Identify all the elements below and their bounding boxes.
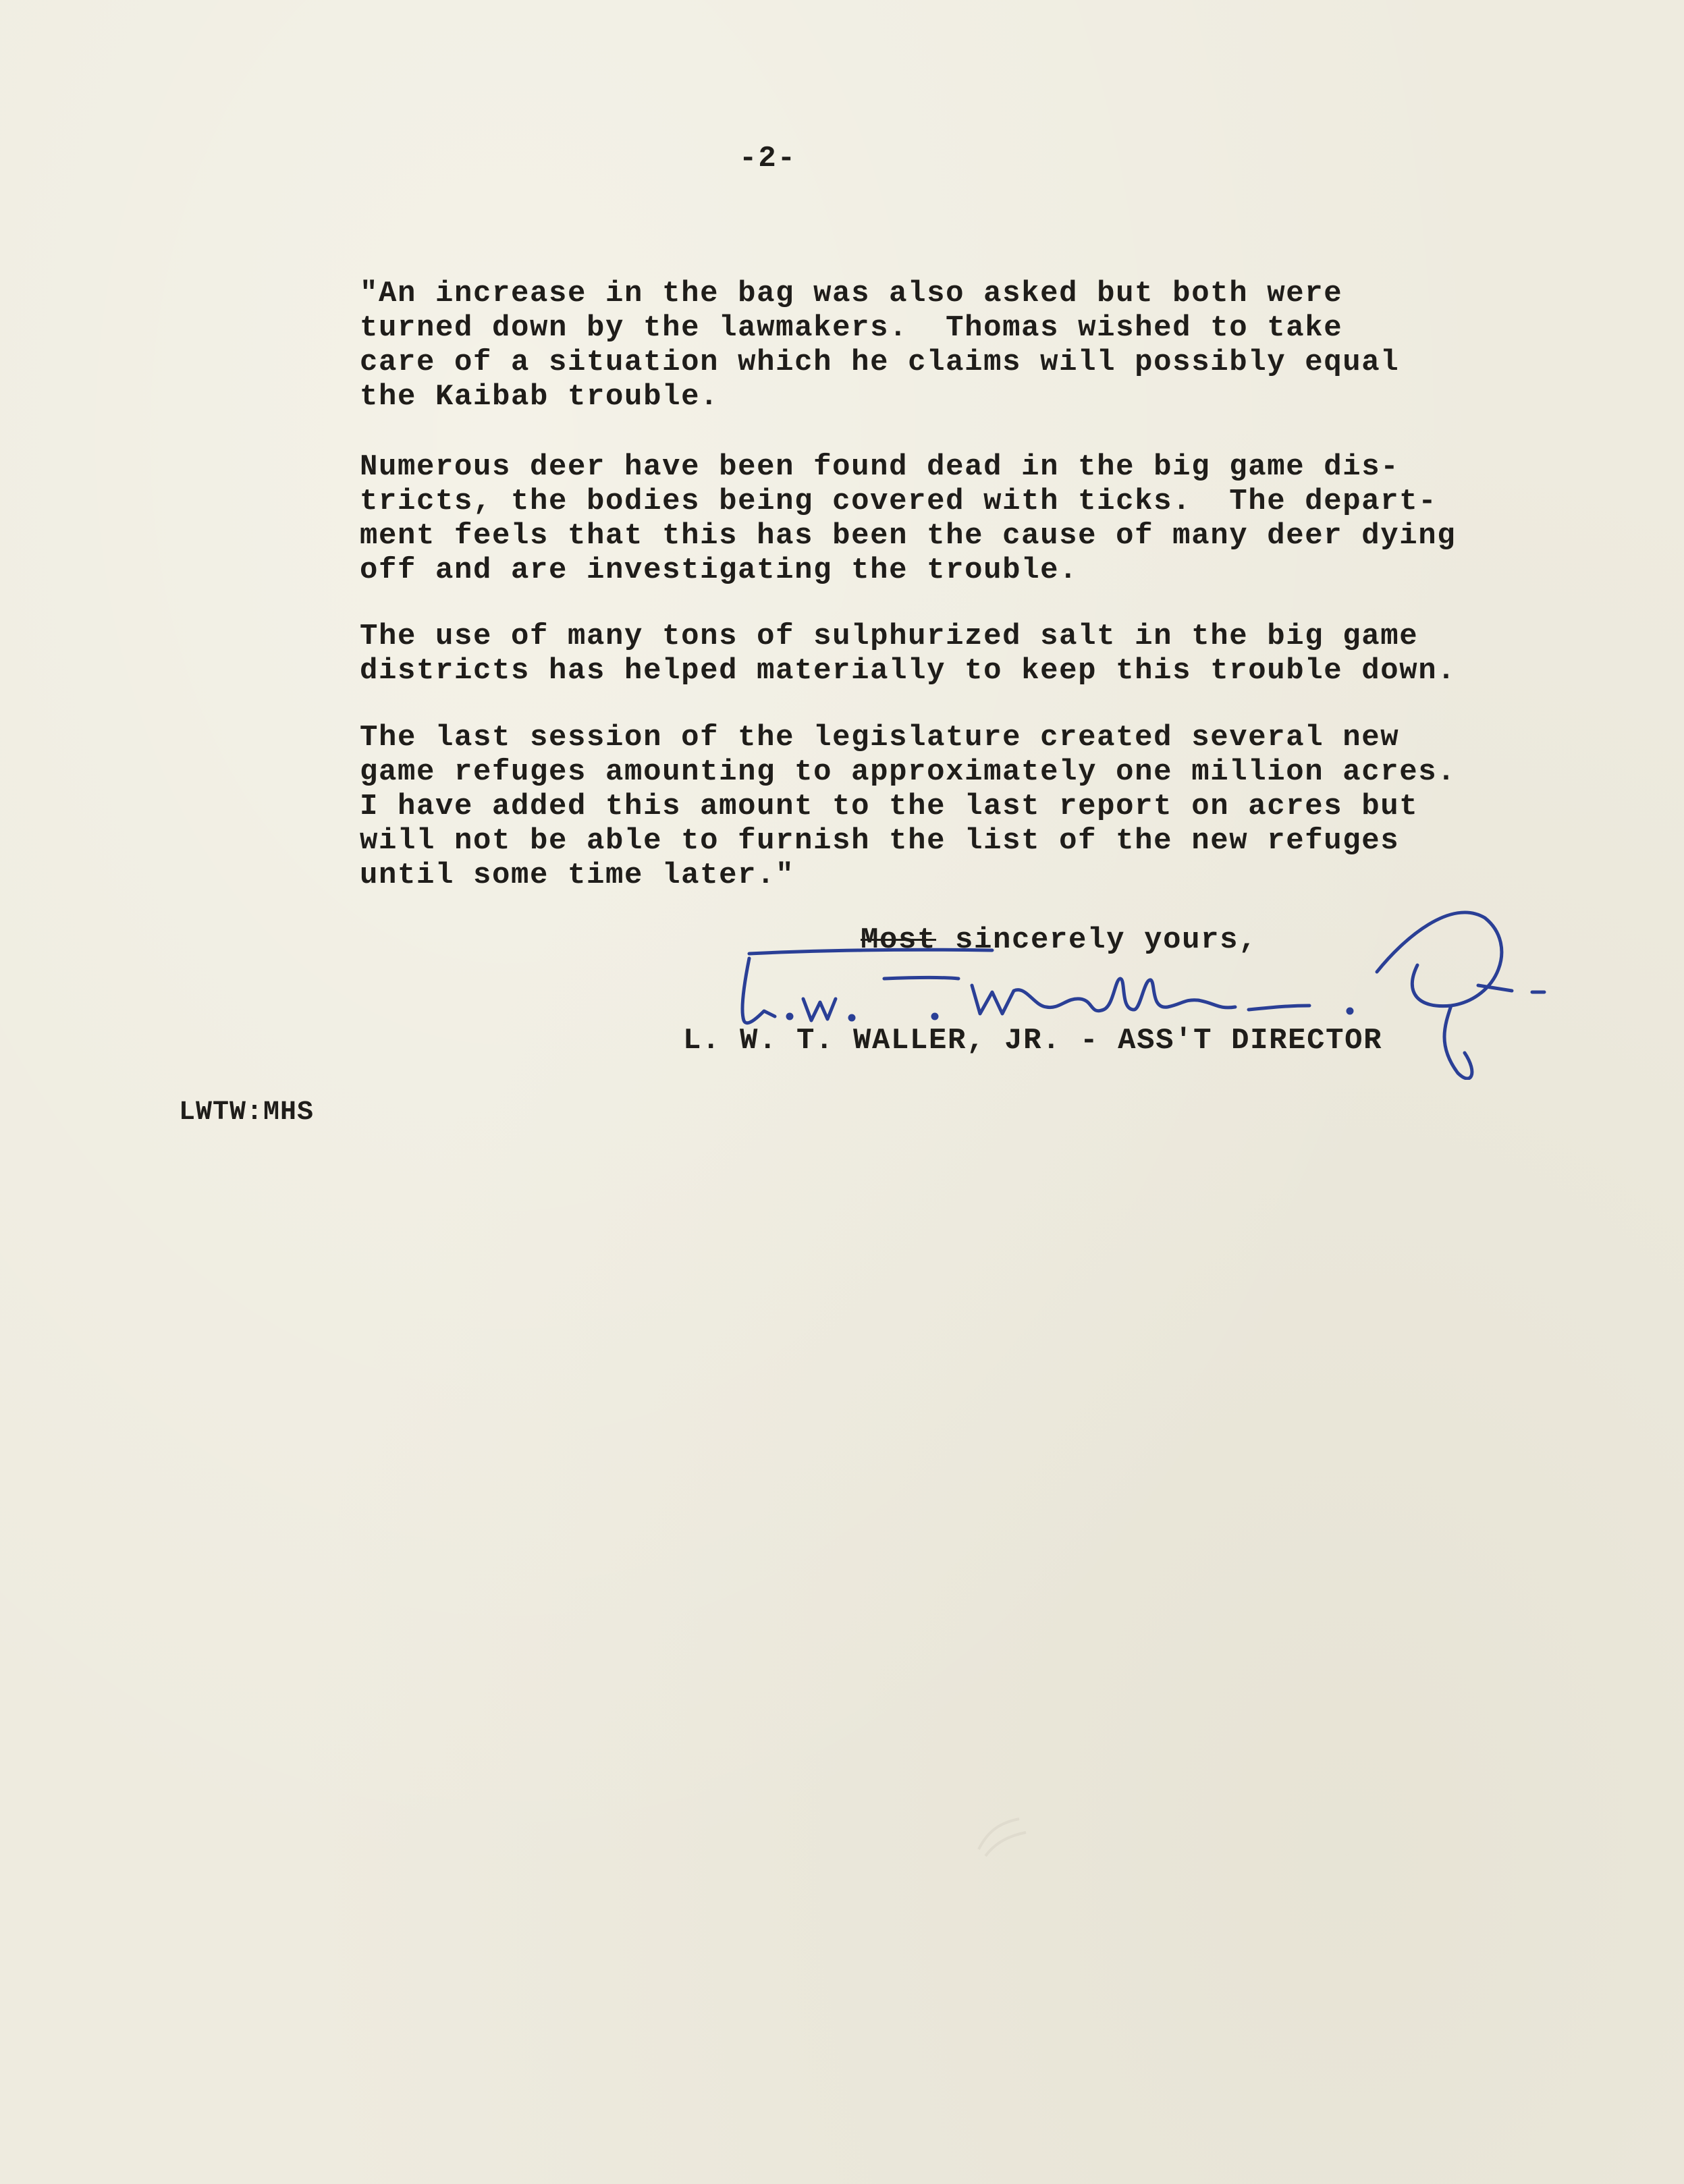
body-line: ment feels that this has been the cause of many deer dying <box>360 519 1457 553</box>
closing-text: sincerely yours, <box>936 923 1258 957</box>
body-line: I have added this amount to the last report on acres but <box>360 790 1419 823</box>
body-line: tricts, the bodies being covered with ticks. The depart- <box>360 485 1438 518</box>
signer-name-title: L. W. T. WALLER, JR. - ASS'T DIRECTOR <box>683 1024 1383 1058</box>
body-line: The last session of the legislature created several new <box>360 721 1400 755</box>
paper-smudge <box>972 1809 1033 1863</box>
body-line: "An increase in the bag was also asked but both were <box>360 277 1343 310</box>
body-line: The use of many tons of sulphurized salt in the big game <box>360 620 1419 653</box>
body-line: turned down by the lawmakers. Thomas wished to take <box>360 311 1343 345</box>
body-line: districts has helped materially to keep this trouble down. <box>360 654 1457 688</box>
body-line: care of a situation which he claims will possibly equal <box>360 346 1400 379</box>
body-paragraph-4 <box>360 721 1575 893</box>
body-line: off and are investigating the trouble. <box>360 553 1079 587</box>
body-paragraph-1 <box>360 277 1575 414</box>
page-number: -2- <box>739 142 797 175</box>
reference-initials: LWTW:MHS <box>179 1097 315 1128</box>
body-paragraph-2 <box>360 450 1575 588</box>
body-line: will not be able to furnish the list of the new refuges <box>360 824 1400 858</box>
body-line: game refuges amounting to approximately one million acres. <box>360 755 1457 789</box>
body-paragraph-3 <box>360 620 1575 688</box>
body-line: until some time later." <box>360 858 795 892</box>
body-line: Numerous deer have been found dead in the big game dis- <box>360 450 1400 484</box>
struck-word: Most <box>861 923 937 957</box>
body-line: the Kaibab trouble. <box>360 380 719 414</box>
